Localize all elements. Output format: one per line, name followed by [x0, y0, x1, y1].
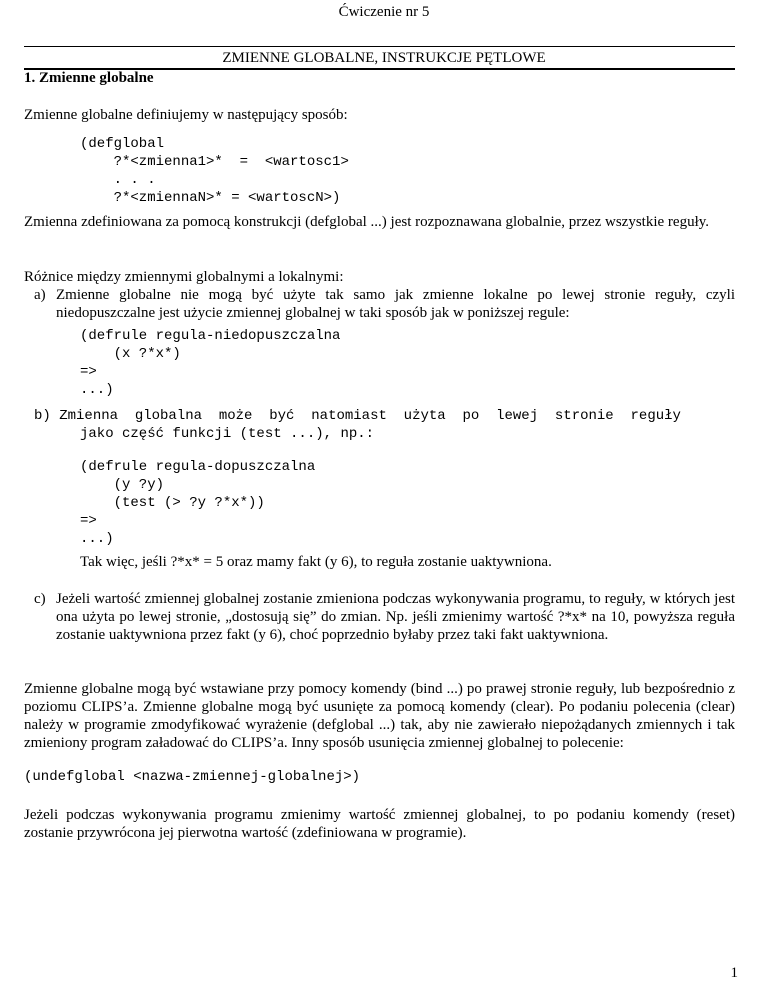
code-line: => [80, 364, 97, 380]
scope-paragraph: Zmienna zdefiniowana za pomocą konstrukcji (defglobal ...) jest rozpoznawana globalnie, przez wszystkie reguły. [24, 214, 710, 230]
code-line: (y ?y) [80, 477, 165, 493]
code-defglobal [80, 135, 720, 207]
exercise-number: Ćwiczenie nr 5 [338, 4, 430, 20]
code-line: (defrule regula-niedopuszczalna [80, 328, 341, 344]
code-undefglobal: (undefglobal <nazwa-zmiennej-globalnej>) [24, 769, 361, 785]
list-item-text-cont: jako część funkcji (test ...), np.: [80, 426, 375, 442]
code-line: (defrule regula-dopuszczalna [80, 459, 316, 475]
item-b-note: Tak więc, jeśli ?*x* = 5 oraz mamy fakt (y 6), to reguła zostanie uaktywniona. [80, 554, 552, 570]
reset-paragraph: Jeżeli podczas wykonywania programu zmienimy wartość zmiennej globalnej, to po podaniu komendy (reset) zostanie przywrócona jej pierwotna wartość (zdefiniowana w programie). [24, 807, 735, 841]
code-line: => [80, 513, 97, 529]
list-item-letter: a) [34, 287, 46, 303]
code-rule-invalid [80, 327, 720, 399]
code-line: ?*<zmiennaN>* = <wartoscN>) [80, 190, 341, 206]
code-line: (defglobal [80, 136, 165, 152]
list-item-b [34, 407, 735, 443]
code-line: ...) [80, 382, 114, 398]
list-item-text: Zmienna globalna może być natomiast użyta po lewej stronie reguły [59, 408, 681, 424]
list-item-a [34, 286, 735, 322]
list-item-text: Jeżeli wartość zmiennej globalnej zostanie zmieniona podczas wykonywania programu, to reguły, w których jest ona użyta po lewej stronie, „dostosują się” do zmian. Np. jeśli zmienimy wartość ?*x* na 10, powyższa reguła zostanie uaktywniona przez fakt (y 6), choć poprzednio byłaby przez taki fakt uaktywniona. [56, 591, 735, 643]
code-line: ?*<zmienna1>* = <wartosc1> [80, 154, 349, 170]
list-item-letter: b) [34, 408, 51, 424]
list-item-c [34, 590, 735, 644]
list-item-text: Zmienne globalne nie mogą być użyte tak samo jak zmienne lokalne po lewej stronie reguły, czyli niedopuszczalne jest użycie zmiennej globalnej w taki sposób jak w poniższej regule: [56, 287, 735, 321]
bind-paragraph: Zmienne globalne mogą być wstawiane przy pomocy komendy (bind ...) po prawej stronie reguły, lub bezpośrednio z poziomu CLIPS’a. Zmienne globalne mogą być usunięte za pomocą komendy (clear). Po podaniu polecenia (clear) należy w programie zmodyfikować wyrażenie (defglobal ...) tak, aby nie zawierało niepożądanych zmiennych i tak zmieniony program załadować do CLIPS’a. Inny sposób usunięcia zmiennej globalnej to polecenie: [24, 681, 735, 751]
code-rule-valid [80, 458, 720, 548]
section-heading: 1. Zmienne globalne [24, 70, 154, 86]
document-title: ZMIENNE GLOBALNE, INSTRUKCJE PĘTLOWE [222, 50, 546, 66]
header-rule-thin [24, 46, 735, 47]
code-line: (x ?*x*) [80, 346, 181, 362]
code-line: . . . [80, 172, 156, 188]
differences-intro: Różnice między zmiennymi globalnymi a lokalnymi: [24, 269, 344, 285]
page-number: 1 [730, 965, 738, 981]
code-line: (test (> ?y ?*x*)) [80, 495, 265, 511]
intro-paragraph: Zmienne globalne definiujemy w następujący sposób: [24, 107, 348, 123]
code-line: ...) [80, 531, 114, 547]
list-item-letter: c) [34, 591, 46, 607]
